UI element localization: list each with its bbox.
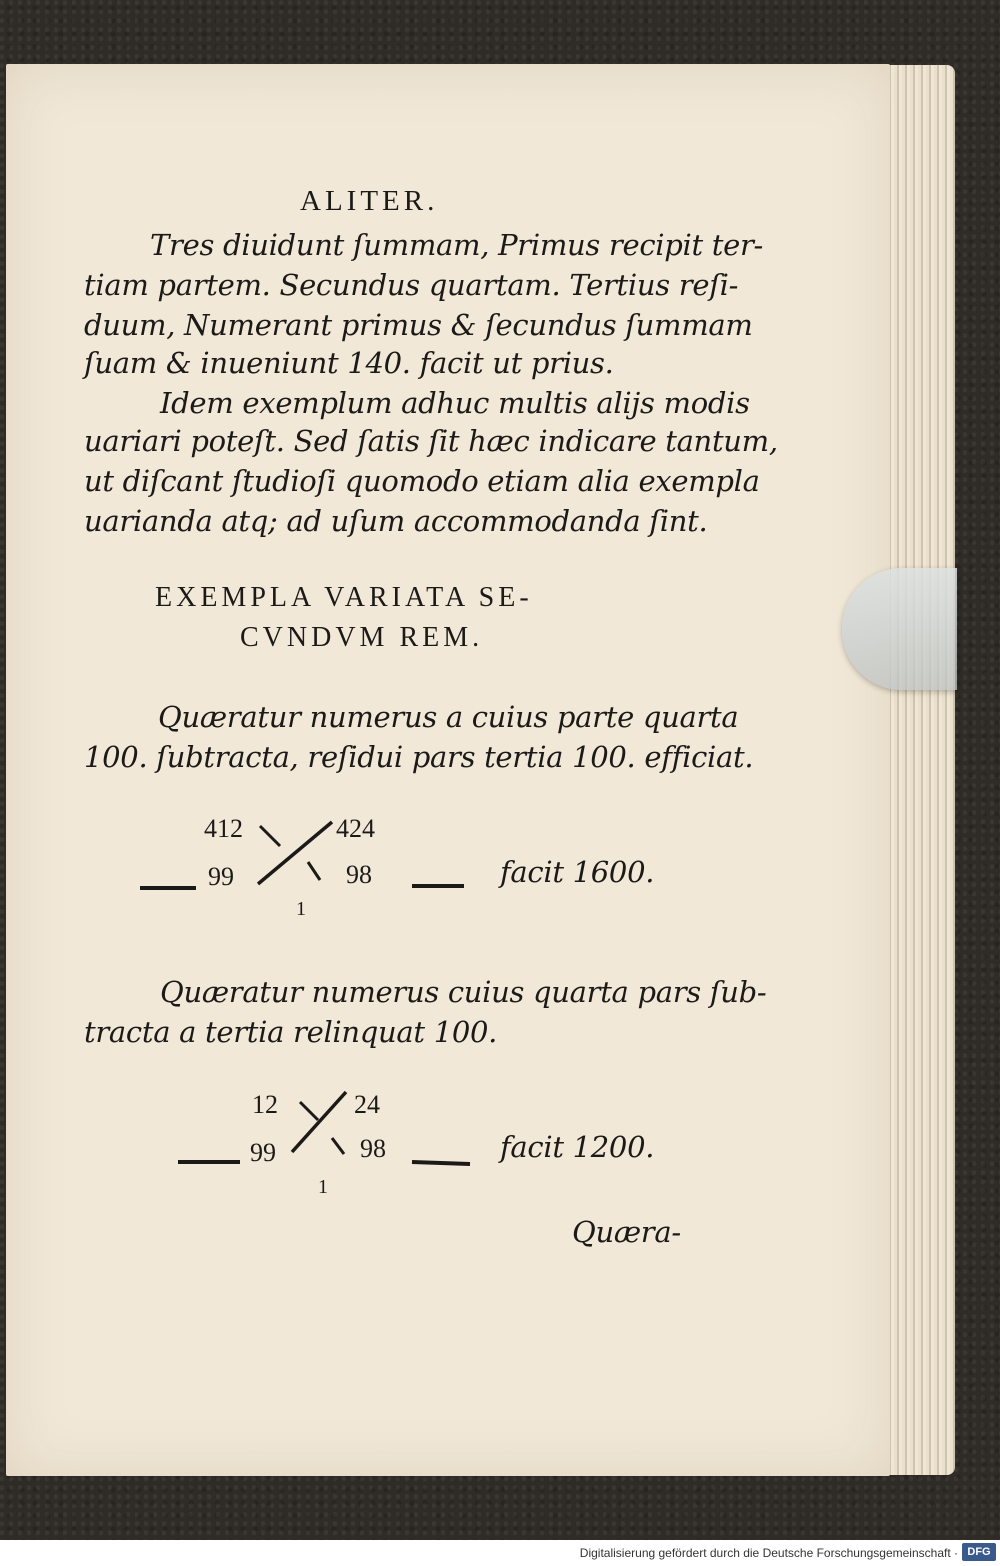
diagram1-below: 1 xyxy=(296,898,306,920)
para3-line-2: 100. ſubtracta, reſidui pars tertia 100. efficiat. xyxy=(84,740,754,774)
diagram1-bottom-left: 99 xyxy=(208,862,234,891)
diagram2-bottom-right: 98 xyxy=(360,1134,386,1163)
diagram2-result: facit 1200. xyxy=(500,1130,655,1164)
dfg-logo: DFG xyxy=(962,1543,996,1561)
para1-line-3: duum, Numerant primus & ſecundus ſummam xyxy=(84,308,753,342)
footer-credit: Digitalisierung gefördert durch die Deutsche Forschungsgemeinschaft · xyxy=(579,1546,958,1560)
diagram1-top-right: 424 xyxy=(336,814,375,843)
diagram2-bottom-left: 99 xyxy=(250,1138,276,1167)
diagram1-bottom-right: 98 xyxy=(346,860,372,889)
para3-line-1: Quæratur numerus a cuius parte quarta xyxy=(158,700,739,734)
diagram2-top-right: 24 xyxy=(354,1090,380,1119)
diagram1-result: facit 1600. xyxy=(500,855,655,889)
heading-exempla-line-1: EXEMPLA VARIATA SE- xyxy=(155,582,533,613)
diagram1-top-left: 412 xyxy=(204,814,243,843)
catchword: Quæra- xyxy=(572,1215,681,1249)
diagram2-below: 1 xyxy=(318,1176,328,1198)
para2-line-1: Idem exemplum adhuc multis aliјs modis xyxy=(160,386,750,420)
para2-line-2: uariari poteſt. Sed ſatis ſit hæc indicare tantum, xyxy=(84,424,778,458)
para1-line-2: tiam partem. Secundus quartam. Tertius reſi- xyxy=(84,268,739,302)
para4-line-2: tracta a tertia relinquat 100. xyxy=(84,1015,498,1049)
para4-line-1: Quæratur numerus cuius quarta pars ſub- xyxy=(160,975,767,1009)
diagram2-top-left: 12 xyxy=(252,1090,278,1119)
heading-exempla-line-2: CVNDVM REM. xyxy=(240,622,484,653)
heading-aliter: ALITER. xyxy=(300,185,439,217)
para2-line-4: uarianda atq; ad uſum accommodanda ſint. xyxy=(84,504,708,538)
para2-line-3: ut diſcant ſtudioſi quomodo etiam alia exempla xyxy=(84,464,760,498)
para1-line-4: ſuam & inueniunt 140. facit ut prius. xyxy=(84,346,614,380)
para1-line-1: Tres diuidunt ſummam, Primus recipit ter- xyxy=(150,228,764,262)
